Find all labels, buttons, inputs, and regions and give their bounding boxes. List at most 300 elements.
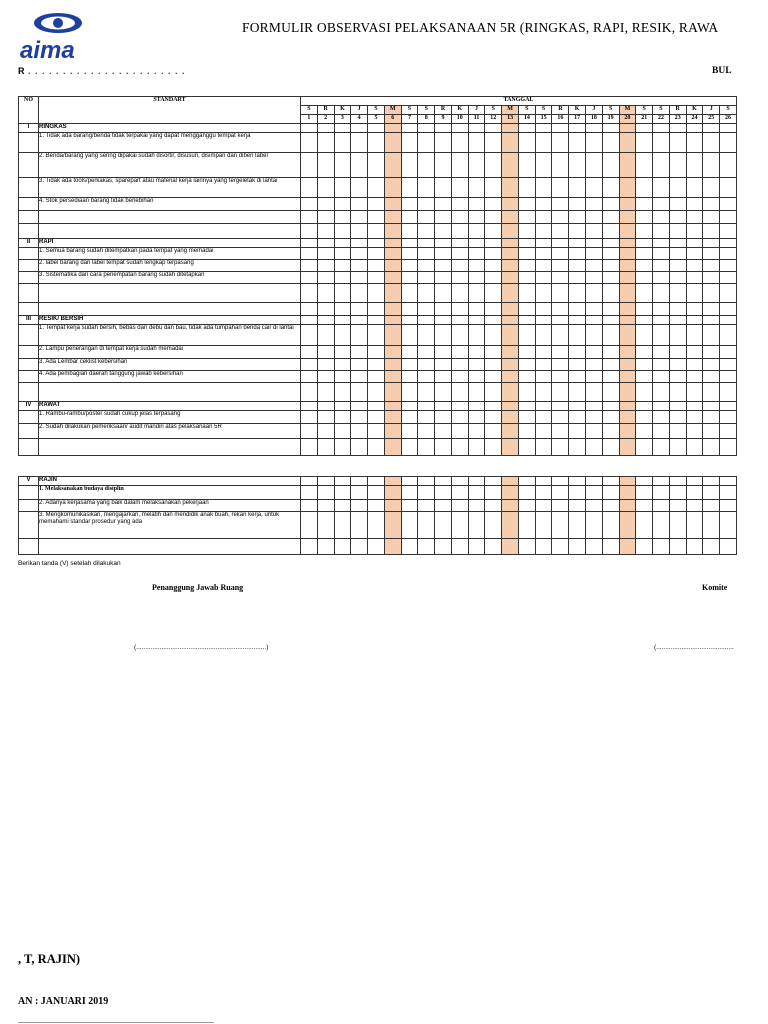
check-cell[interactable] [569, 477, 586, 486]
check-cell[interactable] [586, 539, 603, 555]
check-cell[interactable] [468, 153, 485, 178]
check-cell[interactable] [351, 439, 368, 456]
check-cell[interactable] [468, 133, 485, 153]
check-cell[interactable] [518, 211, 535, 224]
check-cell[interactable] [418, 124, 435, 133]
check-cell[interactable] [485, 316, 502, 325]
check-cell[interactable] [569, 316, 586, 325]
check-cell[interactable] [401, 211, 418, 224]
check-cell[interactable] [636, 239, 653, 248]
check-cell[interactable] [368, 500, 385, 512]
check-cell[interactable] [384, 260, 401, 272]
check-cell[interactable] [686, 325, 703, 346]
check-cell[interactable] [653, 178, 670, 198]
check-cell[interactable] [552, 411, 569, 424]
check-cell[interactable] [586, 198, 603, 211]
check-cell[interactable] [301, 500, 318, 512]
check-cell[interactable] [619, 198, 636, 211]
check-cell[interactable] [418, 133, 435, 153]
check-cell[interactable] [686, 198, 703, 211]
check-cell[interactable] [619, 346, 636, 359]
check-cell[interactable] [334, 284, 351, 303]
check-cell[interactable] [720, 178, 737, 198]
check-cell[interactable] [586, 260, 603, 272]
check-cell[interactable] [535, 260, 552, 272]
check-cell[interactable] [384, 411, 401, 424]
check-cell[interactable] [317, 198, 334, 211]
check-cell[interactable] [468, 124, 485, 133]
check-cell[interactable] [301, 316, 318, 325]
check-cell[interactable] [334, 198, 351, 211]
check-cell[interactable] [535, 272, 552, 284]
check-cell[interactable] [334, 211, 351, 224]
check-cell[interactable] [351, 260, 368, 272]
check-cell[interactable] [535, 239, 552, 248]
check-cell[interactable] [368, 411, 385, 424]
check-cell[interactable] [485, 486, 502, 500]
check-cell[interactable] [317, 316, 334, 325]
check-cell[interactable] [351, 316, 368, 325]
check-cell[interactable] [669, 512, 686, 539]
check-cell[interactable] [451, 424, 468, 439]
check-cell[interactable] [384, 153, 401, 178]
check-cell[interactable] [485, 500, 502, 512]
check-cell[interactable] [669, 211, 686, 224]
check-cell[interactable] [569, 198, 586, 211]
check-cell[interactable] [669, 284, 686, 303]
check-cell[interactable] [502, 402, 519, 411]
check-cell[interactable] [418, 402, 435, 411]
check-cell[interactable] [653, 303, 670, 316]
check-cell[interactable] [384, 500, 401, 512]
check-cell[interactable] [502, 124, 519, 133]
check-cell[interactable] [334, 411, 351, 424]
check-cell[interactable] [468, 284, 485, 303]
check-cell[interactable] [468, 325, 485, 346]
check-cell[interactable] [602, 239, 619, 248]
check-cell[interactable] [401, 303, 418, 316]
check-cell[interactable] [602, 411, 619, 424]
check-cell[interactable] [653, 133, 670, 153]
check-cell[interactable] [485, 133, 502, 153]
check-cell[interactable] [720, 211, 737, 224]
check-cell[interactable] [569, 325, 586, 346]
check-cell[interactable] [435, 500, 452, 512]
check-cell[interactable] [720, 371, 737, 383]
check-cell[interactable] [686, 316, 703, 325]
check-cell[interactable] [351, 239, 368, 248]
check-cell[interactable] [703, 371, 720, 383]
check-cell[interactable] [586, 272, 603, 284]
check-cell[interactable] [317, 303, 334, 316]
check-cell[interactable] [468, 500, 485, 512]
check-cell[interactable] [368, 178, 385, 198]
check-cell[interactable] [301, 477, 318, 486]
check-cell[interactable] [569, 224, 586, 239]
check-cell[interactable] [334, 124, 351, 133]
check-cell[interactable] [451, 239, 468, 248]
check-cell[interactable] [703, 424, 720, 439]
check-cell[interactable] [686, 133, 703, 153]
check-cell[interactable] [418, 272, 435, 284]
check-cell[interactable] [368, 424, 385, 439]
check-cell[interactable] [653, 260, 670, 272]
check-cell[interactable] [451, 477, 468, 486]
check-cell[interactable] [703, 224, 720, 239]
check-cell[interactable] [535, 211, 552, 224]
check-cell[interactable] [384, 303, 401, 316]
check-cell[interactable] [368, 248, 385, 260]
check-cell[interactable] [653, 153, 670, 178]
check-cell[interactable] [435, 284, 452, 303]
check-cell[interactable] [334, 316, 351, 325]
check-cell[interactable] [569, 512, 586, 539]
check-cell[interactable] [485, 248, 502, 260]
check-cell[interactable] [720, 359, 737, 371]
check-cell[interactable] [535, 303, 552, 316]
check-cell[interactable] [435, 359, 452, 371]
check-cell[interactable] [535, 486, 552, 500]
check-cell[interactable] [653, 272, 670, 284]
check-cell[interactable] [418, 178, 435, 198]
check-cell[interactable] [351, 284, 368, 303]
check-cell[interactable] [334, 402, 351, 411]
check-cell[interactable] [401, 439, 418, 456]
check-cell[interactable] [636, 359, 653, 371]
check-cell[interactable] [301, 198, 318, 211]
check-cell[interactable] [535, 539, 552, 555]
check-cell[interactable] [435, 198, 452, 211]
check-cell[interactable] [334, 512, 351, 539]
check-cell[interactable] [418, 211, 435, 224]
check-cell[interactable] [552, 539, 569, 555]
check-cell[interactable] [669, 198, 686, 211]
check-cell[interactable] [535, 424, 552, 439]
check-cell[interactable] [552, 224, 569, 239]
check-cell[interactable] [418, 500, 435, 512]
check-cell[interactable] [619, 272, 636, 284]
check-cell[interactable] [518, 303, 535, 316]
check-cell[interactable] [619, 303, 636, 316]
check-cell[interactable] [535, 248, 552, 260]
check-cell[interactable] [653, 359, 670, 371]
check-cell[interactable] [569, 500, 586, 512]
check-cell[interactable] [435, 211, 452, 224]
check-cell[interactable] [552, 284, 569, 303]
check-cell[interactable] [552, 424, 569, 439]
check-cell[interactable] [435, 477, 452, 486]
check-cell[interactable] [435, 248, 452, 260]
check-cell[interactable] [368, 224, 385, 239]
check-cell[interactable] [586, 346, 603, 359]
check-cell[interactable] [619, 178, 636, 198]
check-cell[interactable] [368, 512, 385, 539]
check-cell[interactable] [317, 346, 334, 359]
check-cell[interactable] [720, 424, 737, 439]
check-cell[interactable] [401, 486, 418, 500]
check-cell[interactable] [518, 224, 535, 239]
check-cell[interactable] [602, 284, 619, 303]
check-cell[interactable] [703, 383, 720, 402]
check-cell[interactable] [703, 239, 720, 248]
check-cell[interactable] [552, 359, 569, 371]
check-cell[interactable] [502, 260, 519, 272]
check-cell[interactable] [301, 512, 318, 539]
check-cell[interactable] [301, 239, 318, 248]
check-cell[interactable] [418, 153, 435, 178]
check-cell[interactable] [586, 512, 603, 539]
check-cell[interactable] [502, 198, 519, 211]
check-cell[interactable] [569, 539, 586, 555]
check-cell[interactable] [468, 303, 485, 316]
check-cell[interactable] [384, 539, 401, 555]
check-cell[interactable] [468, 402, 485, 411]
check-cell[interactable] [569, 124, 586, 133]
check-cell[interactable] [669, 316, 686, 325]
check-cell[interactable] [653, 325, 670, 346]
check-cell[interactable] [401, 272, 418, 284]
check-cell[interactable] [619, 500, 636, 512]
check-cell[interactable] [301, 359, 318, 371]
check-cell[interactable] [435, 346, 452, 359]
check-cell[interactable] [485, 371, 502, 383]
check-cell[interactable] [351, 153, 368, 178]
check-cell[interactable] [468, 512, 485, 539]
check-cell[interactable] [401, 325, 418, 346]
check-cell[interactable] [619, 402, 636, 411]
check-cell[interactable] [552, 198, 569, 211]
check-cell[interactable] [703, 133, 720, 153]
check-cell[interactable] [301, 178, 318, 198]
check-cell[interactable] [468, 248, 485, 260]
check-cell[interactable] [703, 316, 720, 325]
check-cell[interactable] [636, 512, 653, 539]
check-cell[interactable] [619, 248, 636, 260]
check-cell[interactable] [401, 153, 418, 178]
check-cell[interactable] [451, 260, 468, 272]
check-cell[interactable] [518, 512, 535, 539]
check-cell[interactable] [552, 303, 569, 316]
check-cell[interactable] [485, 178, 502, 198]
check-cell[interactable] [518, 402, 535, 411]
check-cell[interactable] [552, 383, 569, 402]
check-cell[interactable] [401, 411, 418, 424]
check-cell[interactable] [619, 411, 636, 424]
check-cell[interactable] [653, 346, 670, 359]
check-cell[interactable] [502, 303, 519, 316]
check-cell[interactable] [602, 371, 619, 383]
check-cell[interactable] [485, 224, 502, 239]
check-cell[interactable] [653, 124, 670, 133]
check-cell[interactable] [368, 325, 385, 346]
check-cell[interactable] [418, 346, 435, 359]
check-cell[interactable] [535, 198, 552, 211]
check-cell[interactable] [485, 402, 502, 411]
check-cell[interactable] [569, 402, 586, 411]
check-cell[interactable] [468, 477, 485, 486]
check-cell[interactable] [619, 133, 636, 153]
check-cell[interactable] [435, 439, 452, 456]
check-cell[interactable] [518, 272, 535, 284]
check-cell[interactable] [518, 124, 535, 133]
check-cell[interactable] [535, 371, 552, 383]
check-cell[interactable] [586, 211, 603, 224]
check-cell[interactable] [552, 512, 569, 539]
check-cell[interactable] [351, 303, 368, 316]
check-cell[interactable] [602, 539, 619, 555]
check-cell[interactable] [301, 211, 318, 224]
check-cell[interactable] [435, 411, 452, 424]
check-cell[interactable] [451, 133, 468, 153]
check-cell[interactable] [602, 248, 619, 260]
check-cell[interactable] [384, 371, 401, 383]
check-cell[interactable] [368, 260, 385, 272]
check-cell[interactable] [636, 439, 653, 456]
check-cell[interactable] [586, 371, 603, 383]
check-cell[interactable] [401, 477, 418, 486]
check-cell[interactable] [368, 359, 385, 371]
check-cell[interactable] [518, 284, 535, 303]
check-cell[interactable] [485, 359, 502, 371]
check-cell[interactable] [384, 133, 401, 153]
check-cell[interactable] [703, 346, 720, 359]
check-cell[interactable] [401, 316, 418, 325]
check-cell[interactable] [518, 260, 535, 272]
check-cell[interactable] [602, 402, 619, 411]
check-cell[interactable] [468, 411, 485, 424]
check-cell[interactable] [535, 133, 552, 153]
check-cell[interactable] [368, 124, 385, 133]
check-cell[interactable] [686, 424, 703, 439]
check-cell[interactable] [720, 486, 737, 500]
check-cell[interactable] [502, 284, 519, 303]
check-cell[interactable] [619, 325, 636, 346]
check-cell[interactable] [602, 272, 619, 284]
check-cell[interactable] [368, 477, 385, 486]
check-cell[interactable] [669, 178, 686, 198]
check-cell[interactable] [334, 383, 351, 402]
check-cell[interactable] [586, 486, 603, 500]
check-cell[interactable] [602, 178, 619, 198]
check-cell[interactable] [586, 424, 603, 439]
check-cell[interactable] [669, 260, 686, 272]
check-cell[interactable] [586, 153, 603, 178]
check-cell[interactable] [569, 272, 586, 284]
check-cell[interactable] [384, 248, 401, 260]
check-cell[interactable] [720, 153, 737, 178]
check-cell[interactable] [384, 224, 401, 239]
check-cell[interactable] [468, 260, 485, 272]
check-cell[interactable] [703, 260, 720, 272]
check-cell[interactable] [502, 239, 519, 248]
check-cell[interactable] [703, 411, 720, 424]
check-cell[interactable] [518, 239, 535, 248]
check-cell[interactable] [384, 439, 401, 456]
check-cell[interactable] [669, 248, 686, 260]
check-cell[interactable] [703, 211, 720, 224]
check-cell[interactable] [703, 284, 720, 303]
check-cell[interactable] [552, 325, 569, 346]
check-cell[interactable] [368, 346, 385, 359]
check-cell[interactable] [636, 284, 653, 303]
check-cell[interactable] [334, 477, 351, 486]
check-cell[interactable] [686, 224, 703, 239]
check-cell[interactable] [317, 224, 334, 239]
check-cell[interactable] [502, 383, 519, 402]
check-cell[interactable] [636, 346, 653, 359]
check-cell[interactable] [368, 383, 385, 402]
check-cell[interactable] [351, 248, 368, 260]
check-cell[interactable] [351, 133, 368, 153]
check-cell[interactable] [384, 239, 401, 248]
check-cell[interactable] [602, 303, 619, 316]
check-cell[interactable] [569, 371, 586, 383]
check-cell[interactable] [368, 272, 385, 284]
check-cell[interactable] [518, 359, 535, 371]
check-cell[interactable] [518, 133, 535, 153]
check-cell[interactable] [669, 486, 686, 500]
check-cell[interactable] [384, 272, 401, 284]
check-cell[interactable] [586, 439, 603, 456]
check-cell[interactable] [351, 539, 368, 555]
check-cell[interactable] [720, 500, 737, 512]
check-cell[interactable] [552, 316, 569, 325]
check-cell[interactable] [485, 239, 502, 248]
check-cell[interactable] [351, 371, 368, 383]
check-cell[interactable] [686, 248, 703, 260]
check-cell[interactable] [569, 239, 586, 248]
check-cell[interactable] [569, 260, 586, 272]
check-cell[interactable] [703, 153, 720, 178]
check-cell[interactable] [317, 260, 334, 272]
check-cell[interactable] [368, 439, 385, 456]
check-cell[interactable] [669, 124, 686, 133]
check-cell[interactable] [586, 359, 603, 371]
check-cell[interactable] [619, 211, 636, 224]
check-cell[interactable] [720, 439, 737, 456]
check-cell[interactable] [301, 124, 318, 133]
check-cell[interactable] [368, 211, 385, 224]
check-cell[interactable] [602, 500, 619, 512]
check-cell[interactable] [317, 477, 334, 486]
check-cell[interactable] [586, 402, 603, 411]
check-cell[interactable] [552, 211, 569, 224]
check-cell[interactable] [518, 325, 535, 346]
check-cell[interactable] [334, 178, 351, 198]
check-cell[interactable] [569, 424, 586, 439]
check-cell[interactable] [703, 359, 720, 371]
check-cell[interactable] [586, 303, 603, 316]
check-cell[interactable] [535, 124, 552, 133]
check-cell[interactable] [502, 248, 519, 260]
check-cell[interactable] [586, 411, 603, 424]
check-cell[interactable] [401, 512, 418, 539]
check-cell[interactable] [451, 411, 468, 424]
check-cell[interactable] [418, 486, 435, 500]
check-cell[interactable] [468, 439, 485, 456]
check-cell[interactable] [502, 178, 519, 198]
check-cell[interactable] [703, 539, 720, 555]
check-cell[interactable] [301, 284, 318, 303]
check-cell[interactable] [435, 178, 452, 198]
check-cell[interactable] [418, 316, 435, 325]
check-cell[interactable] [552, 272, 569, 284]
check-cell[interactable] [636, 371, 653, 383]
check-cell[interactable] [686, 402, 703, 411]
check-cell[interactable] [384, 124, 401, 133]
check-cell[interactable] [485, 124, 502, 133]
check-cell[interactable] [301, 411, 318, 424]
